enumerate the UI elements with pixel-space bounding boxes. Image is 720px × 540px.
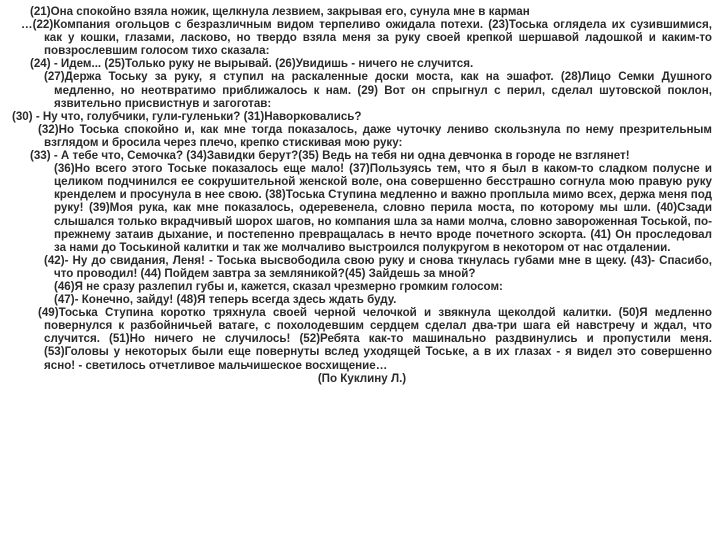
paragraph-49: (49)Тоська Ступина коротко тряхнула своей черной челочкой и звякнула щеколдой калитки. (50)Я медленно повернулся к разбойничьей ватаге, с похолодевшим сердцем сделал два-три шага ей навстречу и ждал, что случится. (51)Но ничего не случилось! (52)Ребята как-то машинально раздвинулись и пропустили меня. (53)Головы у некоторых были еще повернуты вслед уходящей Тоське, а в их глазах - я видел это совершенно ясно! - светилось отчетливое мальчишеское восхищение… [38, 306, 712, 372]
paragraph-21: (21)Она спокойно взяла ножик, щелкнула лезвием, закрывая его, сунула мне в карман [30, 5, 530, 18]
paragraph-24: (24) - Идем... (25)Только руку не вырывай. (26)Увидишь - ничего не случится. [30, 57, 474, 71]
paragraph-27: (27)Держа Тоську за руку, я ступил на раскаленные доски моста, как на эшафот. (28)Лицо Семки Душного медленно, но неотвратимо приближалось к нам. (29) Вот он спрыгнул с перил, сделал шутовской поклон, язвительно присвистнув и загоготав: [44, 70, 712, 110]
author-attribution: (По Куклину Л.) [317, 371, 407, 385]
paragraph-42: (42)- Ну до свидания, Леня! - Тоська высвободила свою руку и снова ткнулась губами мне в щеку. (43)- Спасибо, что проводил! (44) Пойдем завтра за земляникой?(45) Зайдешь за мной? [44, 253, 712, 280]
paragraph-46: (46)Я не сразу разлепил губы и, кажется, сказал чрезмерно громким голосом: [54, 279, 503, 293]
story-text [12, 5, 712, 385]
paragraph-22: …(22)Компания огольцов с безразличным видом терпеливо ожидала потехи. (23)Тоська оглядела их сузившимися, как у кошки, глазами, ласково, но твердо взяла меня за руку своей крепкой шершавой ладошкой и каким-то повзрослевшим голосом тихо сказала: [21, 18, 712, 58]
paragraph-47: (47)- Конечно, зайду! (48)Я теперь всегда здесь ждать буду. [54, 293, 397, 307]
paragraph-30: (30) - Ну что, голубчики, гули-гуленьки? (31)Наворковались? [12, 109, 362, 123]
paragraph-33: (33) - А тебе что, Семочка? (34)Завидки берут?(35) Ведь на тебя ни одна девчонка в городе не взглянет! [30, 149, 630, 163]
paragraph-32: (32)Но Тоська спокойно и, как мне тогда показалось, даже чуточку лениво скользнула по нему презрительным взглядом и бросила через плечо, крепко стискивая мою руку: [38, 122, 712, 149]
paragraph-36: (36)Но всего этого Тоське показалось еще мало! (37)Пользуясь тем, что я был в каком-то сладком полусне и целиком подчинился ее сокрушительной женской воле, она совершенно бесстрашно согнула мою правую руку кренделем и просунула в нее свою. (38)Тоська Ступина медленно и важно проплыла мимо всех, держа меня под руку! (39)Моя рука, как мне показалось, одеревенела, словно перила моста, по которому мы шли. (40)Сзади слышался только вкрадчивый шорох шагов, но компания шла за нами молча, словно завороженная Тоськой, по-прежнему затаив дыхание, и постепенно превращалась в нечто вроде почетного эскорта. (41) Он проследовал за нами до Тоськиной калитки и так же молчаливо выстроился полукругом в некотором от нас отдалении. [54, 162, 712, 254]
